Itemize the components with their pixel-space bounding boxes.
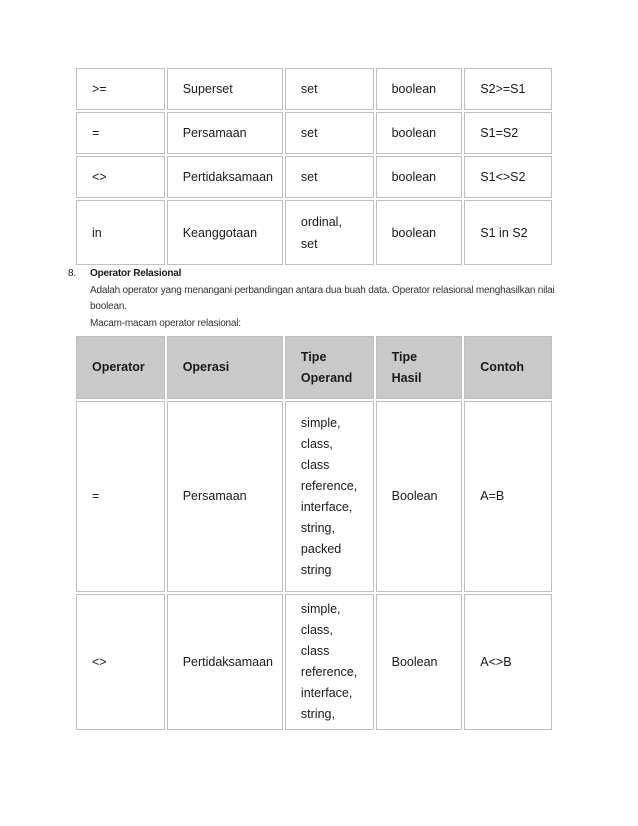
- section-title: Operator Relasional: [90, 268, 182, 279]
- table-header-cell: Tipe Hasil: [376, 336, 463, 399]
- table-row: [76, 594, 552, 730]
- table-cell: Keanggotaan: [167, 200, 283, 265]
- table-cell: Pertidaksamaan: [167, 594, 283, 730]
- table-cell: boolean: [376, 200, 463, 265]
- table-header-cell: Operasi: [167, 336, 283, 399]
- table-row: [76, 401, 552, 592]
- table-header-row: [76, 336, 552, 399]
- table-cell: set: [285, 156, 374, 198]
- section-intro: Macam-macam operator relasional:: [90, 317, 241, 329]
- table-cell: A=B: [464, 401, 552, 592]
- table-cell: =: [76, 401, 165, 592]
- table-cell: ordinal, set: [285, 200, 374, 265]
- table-cell: Boolean: [376, 401, 463, 592]
- table-cell: boolean: [376, 112, 463, 154]
- table-cell: A<>B: [464, 594, 552, 730]
- table-row: [76, 200, 552, 265]
- table-header-cell: Tipe Operand: [285, 336, 374, 399]
- table-row: [76, 68, 552, 110]
- relational-operators-table: [74, 334, 554, 732]
- table-cell: Persamaan: [167, 112, 283, 154]
- table-cell: simple, class, class reference, interface, string, packed string: [285, 401, 374, 592]
- table-cell: boolean: [376, 156, 463, 198]
- table-cell: <>: [76, 594, 165, 730]
- table-cell: <>: [76, 156, 165, 198]
- table-cell: boolean: [376, 68, 463, 110]
- section-description: Adalah operator yang menangani perbandingan antara dua buah data. Operator relasional menghasilkan nilai boolean.: [90, 284, 555, 312]
- table-row: [76, 156, 552, 198]
- table-cell: >=: [76, 68, 165, 110]
- table-header-cell: Operator: [76, 336, 165, 399]
- table-cell: Pertidaksamaan: [167, 156, 283, 198]
- table-cell: simple, class, class reference, interface, string,: [285, 594, 374, 730]
- table-cell: in: [76, 200, 165, 265]
- table-row: [76, 112, 552, 154]
- table-cell: S1<>S2: [464, 156, 552, 198]
- table-cell: S1=S2: [464, 112, 552, 154]
- table-cell: Boolean: [376, 594, 463, 730]
- table-cell: set: [285, 112, 374, 154]
- section-number: 8.: [68, 268, 76, 279]
- table-cell: Superset: [167, 68, 283, 110]
- table-cell: set: [285, 68, 374, 110]
- section-operator-relasional: [68, 266, 568, 332]
- table-header-cell: Contoh: [464, 336, 552, 399]
- table-cell: S2>=S1: [464, 68, 552, 110]
- set-operators-table: [74, 66, 554, 267]
- table-cell: =: [76, 112, 165, 154]
- table-cell: Persamaan: [167, 401, 283, 592]
- table-cell: S1 in S2: [464, 200, 552, 265]
